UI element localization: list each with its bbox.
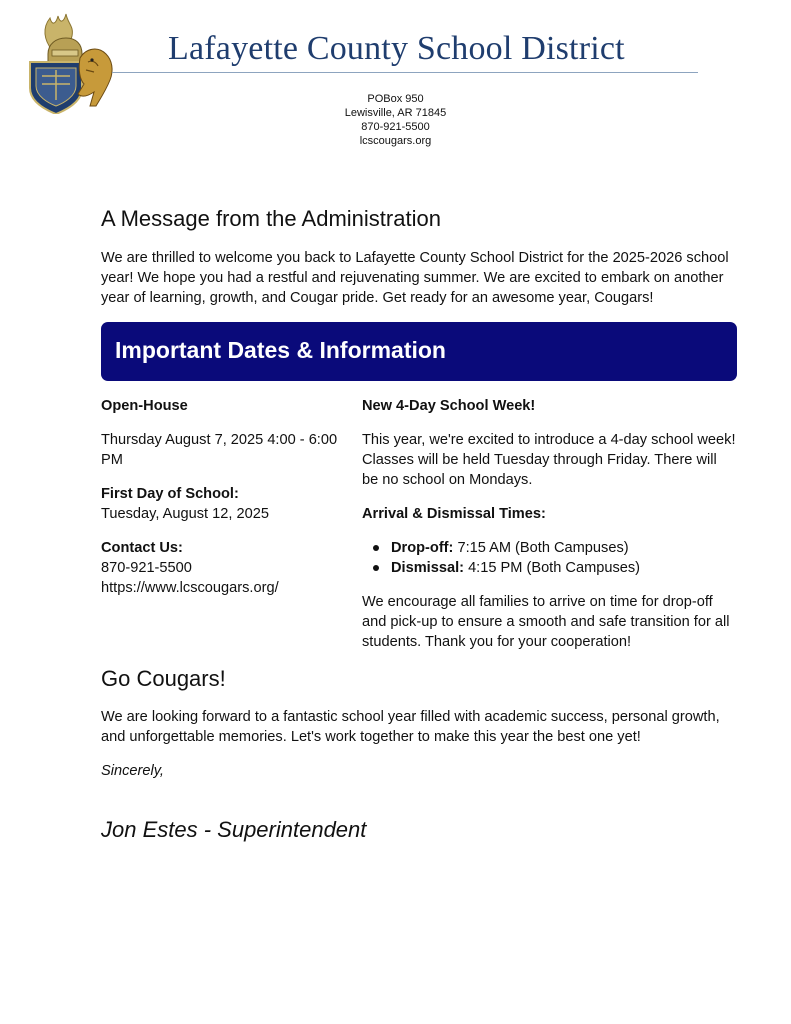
- dropoff-value: 7:15 AM (Both Campuses): [453, 540, 629, 556]
- contact-phone: 870-921-5500: [101, 560, 192, 576]
- first-day-label: First Day of School:: [101, 486, 239, 502]
- address-block: [0, 92, 791, 148]
- go-cougars-heading: Go Cougars!: [101, 666, 226, 691]
- four-day-body: This year, we're excited to introduce a 4-day school week! Classes will be held Tuesday through Friday. There will be no school on Mondays.: [362, 432, 736, 488]
- times-list: [362, 538, 737, 578]
- address-city: Lewisville, AR 71845: [344, 107, 447, 119]
- list-item: [391, 538, 737, 558]
- contact-url[interactable]: https://www.lcscougars.org/: [101, 580, 279, 596]
- banner-title: Important Dates & Information: [115, 337, 446, 363]
- signature: Jon Estes - Superintendent: [101, 817, 367, 842]
- district-title: Lafayette County School District: [168, 30, 625, 67]
- important-dates-banner: [101, 322, 737, 381]
- title-divider: [112, 72, 698, 73]
- go-cougars-body: We are looking forward to a fantastic school year filled with academic success, personal growth, and unforgettable memories. Let's work together to make this year the best one yet!: [101, 709, 720, 745]
- times-heading: Arrival & Dismissal Times:: [362, 506, 546, 522]
- open-house-value: Thursday August 7, 2025 4:00 - 6:00 PM: [101, 432, 338, 468]
- left-info-column: [101, 396, 341, 598]
- dropoff-label: Drop-off:: [391, 540, 454, 556]
- address-po-box: POBox 950: [367, 93, 424, 105]
- contact-label: Contact Us:: [101, 540, 183, 556]
- four-day-heading: New 4-Day School Week!: [362, 398, 536, 414]
- dismissal-label: Dismissal:: [391, 560, 465, 576]
- address-phone: 870-921-5500: [361, 121, 430, 133]
- open-house-label: Open-House: [101, 398, 188, 414]
- closing-body: We encourage all families to arrive on time for drop-off and pick-up to ensure a smooth and safe transition for all students. Thank you for your cooperation!: [362, 594, 730, 650]
- list-item: [391, 558, 737, 578]
- address-website: lcscougars.org: [359, 135, 432, 147]
- admin-message-heading: A Message from the Administration: [101, 206, 441, 231]
- admin-message-body: We are thrilled to welcome you back to Lafayette County School District for the 2025-2026 school year! We hope you had a restful and rejuvenating summer. We are excited to embark on another year of learning, growth, and Cougar pride. Get ready for an awesome year, Cougars!: [101, 250, 729, 306]
- right-info-column: [362, 396, 737, 652]
- sincerely-text: Sincerely,: [101, 763, 164, 779]
- first-day-value: Tuesday, August 12, 2025: [101, 506, 269, 522]
- dismissal-value: 4:15 PM (Both Campuses): [464, 560, 641, 576]
